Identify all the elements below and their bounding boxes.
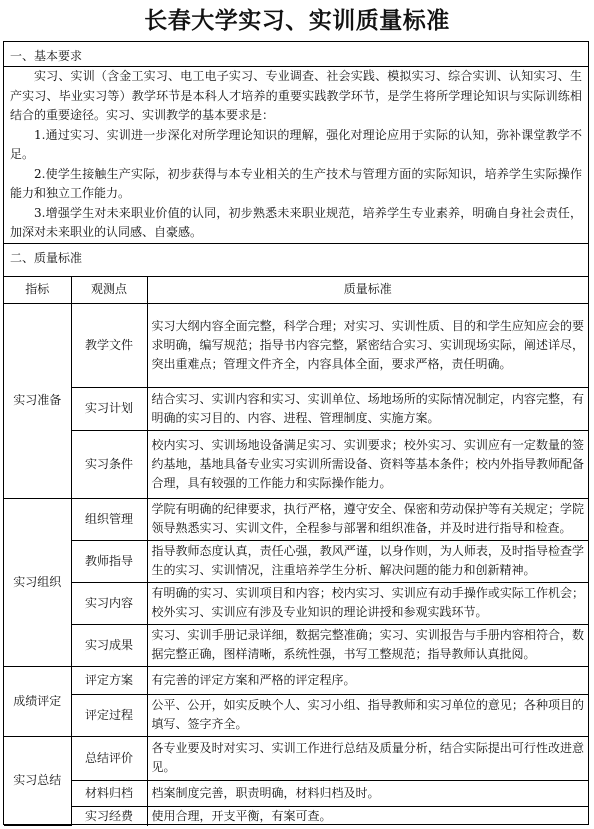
table-row xyxy=(4,387,588,430)
section-basic-requirements-heading: 一、基本要求 xyxy=(10,49,83,63)
indicator-cell: 成绩评定 xyxy=(4,666,71,736)
table-row xyxy=(4,780,588,806)
observation-point-cell: 实习条件 xyxy=(71,430,147,498)
indicator-cell: 实习总结 xyxy=(4,736,71,826)
table-row xyxy=(4,430,588,498)
quality-standard-cell: 指导教师态度认真，责任心强，教风严谨，以身作则，为人师表，及时指导检查学生的实习、实训情况，注重培养学生分析、解决问题的能力和创新精神。 xyxy=(147,540,588,582)
document-frame xyxy=(3,41,589,825)
observation-point-cell: 实习经费 xyxy=(71,806,147,826)
observation-point-cell: 实习计划 xyxy=(71,387,147,430)
column-header-observation-point: 观测点 xyxy=(71,277,147,303)
section-quality-standards-heading: 二、质量标准 xyxy=(10,251,83,265)
divider xyxy=(4,243,588,244)
quality-standards-table xyxy=(4,277,588,826)
table-row xyxy=(4,694,588,736)
table-row xyxy=(4,582,588,624)
page-title: 长春大学实习、实训质量标准 xyxy=(144,7,450,34)
quality-standard-cell: 有完善的评定方案和严格的评定程序。 xyxy=(147,666,588,694)
observation-point-cell: 材料归档 xyxy=(71,780,147,806)
quality-standard-cell: 实习、实训手册记录详细，数据完整准确；实习、实训报告与手册内容相符合，数据完整正确，图样清晰，系统性强，书写工整规范；指导教师认真批阅。 xyxy=(147,624,588,666)
observation-point-cell: 总结评价 xyxy=(71,736,147,780)
quality-standard-cell: 使用合理，开支平衡，有案可查。 xyxy=(147,806,588,826)
requirement-item-1: 1.通过实习、实训进一步深化对所学理论知识的理解，强化对理论应用于实际的认知，弥补课堂教学不足。 xyxy=(10,127,582,161)
table-row xyxy=(4,806,588,826)
indicator-cell: 实习组织 xyxy=(4,498,71,666)
indicator-cell: 实习准备 xyxy=(4,303,71,498)
observation-point-cell: 评定方案 xyxy=(71,666,147,694)
table-row xyxy=(4,540,588,582)
column-header-indicator: 指标 xyxy=(4,277,71,303)
table-row xyxy=(4,624,588,666)
observation-point-cell: 实习内容 xyxy=(71,582,147,624)
basic-requirements xyxy=(4,67,588,243)
quality-standard-cell: 档案制度完善，职责明确，材料归档及时。 xyxy=(147,780,588,806)
observation-point-cell: 教师指导 xyxy=(71,540,147,582)
quality-standard-cell: 学院有明确的纪律要求，执行严格，遵守安全、保密和劳动保护等有关规定；学院领导熟悉实习、实训文件，全程参与部署和组织准备，并及时进行指导和检查。 xyxy=(147,498,588,540)
observation-point-cell: 组织管理 xyxy=(71,498,147,540)
observation-point-cell: 评定过程 xyxy=(71,694,147,736)
table-row xyxy=(4,303,588,387)
quality-standard-cell: 结合实习、实训内容和实习、实训单位、场地场所的实际情况制定，内容完整，有明确的实习目的、内容、进程、管理制度、实施方案。 xyxy=(147,387,588,430)
quality-standard-cell: 公平、公开，如实反映个人、实习小组、指导教师和实习单位的意见；各种项目的填写、签字齐全。 xyxy=(147,694,588,736)
quality-standard-cell: 各专业要及时对实习、实训工作进行总结及质量分析，结合实际提出可行性改进意见。 xyxy=(147,736,588,780)
quality-standard-cell: 有明确的实习、实训项目和内容；校内实习、实训应有动手操作或实际工作机会；校外实习、实训应有涉及专业知识的理论讲授和参观实践环节。 xyxy=(147,582,588,624)
table-row xyxy=(4,498,588,540)
column-header-quality-standard: 质量标准 xyxy=(147,277,588,303)
requirement-item-3: 3.增强学生对未来职业价值的认同，初步熟悉未来职业规范，培养学生专业素养，明确自身社会责任，加深对未来职业的认同感、自豪感。 xyxy=(10,205,582,239)
observation-point-cell: 实习成果 xyxy=(71,624,147,666)
table-row xyxy=(4,736,588,780)
observation-point-cell: 教学文件 xyxy=(71,303,147,387)
quality-standard-cell: 实习大纲内容全面完整，科学合理；对实习、实训性质、目的和学生应知应会的要求明确，编写规范；指导书内容完整，紧密结合实习、实训现场实际，阐述详尽，突出重难点；管理文件齐全，内容具体全面，要求严格，责任明确。 xyxy=(147,303,588,387)
requirement-item-2: 2.使学生接触生产实际，初步获得与本专业相关的生产技术与管理方面的实际知识，培养学生实际操作能力和独立工作能力。 xyxy=(10,166,582,200)
quality-standard-cell: 校内实习、实训场地设备满足实习、实训要求；校外实习、实训应有一定数量的签约基地，基地具备专业实习实训所需设备、资料等基本条件；校内外指导教师配备合理，具有较强的工作能力和实际操作能力。 xyxy=(147,430,588,498)
table-header-row xyxy=(4,277,588,303)
table-row xyxy=(4,666,588,694)
requirements-intro: 实习、实训（含金工实习、电工电子实习、专业调查、社会实践、模拟实习、综合实训、认知实习、生产实习、毕业实习等）教学环节是本科人才培养的重要实践教学环节，是学生将所学理论知识与实际训练相结合的重要途径。实习、实训教学的基本要求是： xyxy=(10,69,582,122)
